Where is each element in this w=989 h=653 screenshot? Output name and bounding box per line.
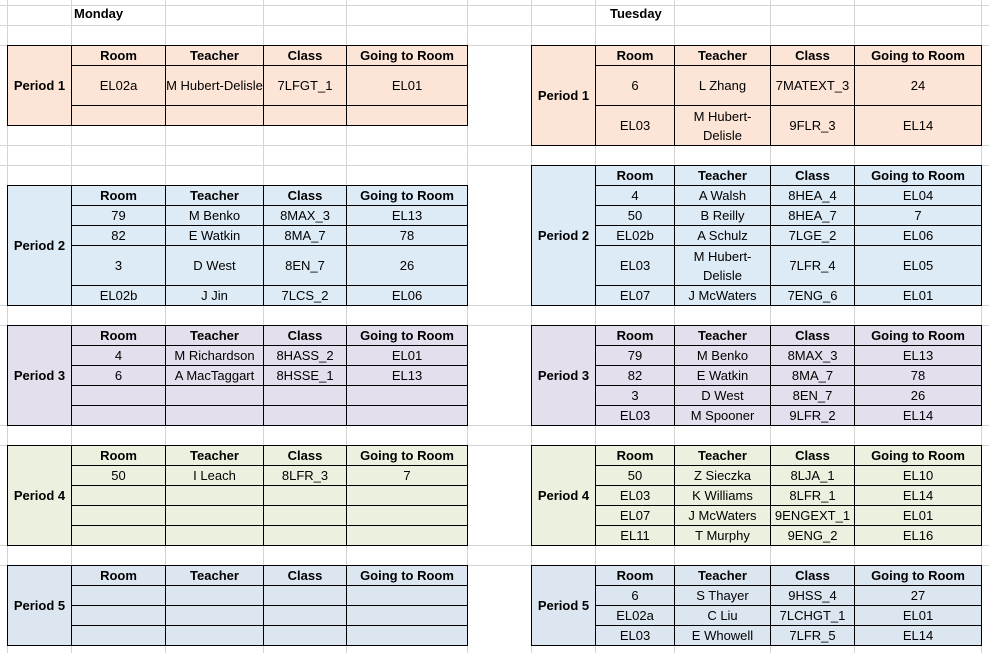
column-header-teacher[interactable]: Teacher (166, 186, 264, 206)
cell-teacher[interactable]: D West (166, 246, 264, 286)
cell-teacher[interactable] (166, 106, 264, 126)
cell-going-to-room[interactable]: EL13 (347, 366, 468, 386)
cell-going-to-room[interactable]: EL16 (855, 526, 982, 546)
cell-going-to-room[interactable] (347, 386, 468, 406)
cell-room[interactable]: 3 (596, 386, 675, 406)
cell-class[interactable]: 8HASS_2 (264, 346, 347, 366)
cell-teacher[interactable]: M Spooner (675, 406, 771, 426)
cell-class[interactable] (264, 486, 347, 506)
tuesday-period-5-table (531, 565, 982, 646)
cell-room[interactable]: 50 (72, 466, 166, 486)
cell-class[interactable]: 8MAX_3 (264, 206, 347, 226)
cell-teacher[interactable]: I Leach (166, 466, 264, 486)
cell-class[interactable]: 7LGE_2 (771, 226, 855, 246)
cell-class[interactable]: 7LFR_5 (771, 626, 855, 646)
cell-class[interactable] (264, 626, 347, 646)
cell-teacher[interactable]: A Walsh (675, 186, 771, 206)
cell-teacher[interactable] (166, 386, 264, 406)
cell-teacher[interactable]: J McWaters (675, 506, 771, 526)
cell-going-to-room[interactable]: 78 (855, 366, 982, 386)
column-header-going-to-room[interactable]: Going to Room (855, 166, 982, 186)
cell-class[interactable] (264, 526, 347, 546)
tuesday-period-1-table (531, 45, 982, 146)
cell-class[interactable] (264, 406, 347, 426)
cell-class[interactable]: 8LFR_3 (264, 466, 347, 486)
column-header-room[interactable]: Room (72, 566, 166, 586)
cell-teacher[interactable]: E Watkin (675, 366, 771, 386)
table-row (532, 626, 982, 646)
period-label[interactable]: Period 4 (532, 446, 596, 546)
cell-teacher[interactable]: E Whowell (675, 626, 771, 646)
cell-going-to-room[interactable] (347, 606, 468, 626)
column-header-teacher[interactable]: Teacher (675, 46, 771, 66)
cell-room[interactable] (72, 506, 166, 526)
cell-room[interactable]: 79 (596, 346, 675, 366)
cell-room[interactable]: EL07 (596, 286, 675, 306)
cell-going-to-room[interactable]: EL13 (855, 346, 982, 366)
cell-class[interactable] (264, 106, 347, 126)
cell-going-to-room[interactable]: EL01 (347, 346, 468, 366)
column-header-class[interactable]: Class (771, 446, 855, 466)
cell-going-to-room[interactable]: EL06 (347, 286, 468, 306)
cell-going-to-room[interactable]: 7 (347, 466, 468, 486)
table-row (8, 406, 468, 426)
period-label[interactable]: Period 2 (532, 166, 596, 306)
cell-room[interactable]: 82 (596, 366, 675, 386)
table-row (532, 286, 982, 306)
cell-room[interactable]: 4 (596, 186, 675, 206)
cell-class[interactable]: 8MA_7 (771, 366, 855, 386)
column-header-class[interactable]: Class (771, 326, 855, 346)
cell-room[interactable]: EL02a (596, 606, 675, 626)
cell-class[interactable]: 7LFGT_1 (264, 66, 347, 106)
cell-room[interactable]: 79 (72, 206, 166, 226)
table-row (8, 606, 468, 626)
cell-room[interactable]: 6 (72, 366, 166, 386)
cell-going-to-room[interactable]: 7 (855, 206, 982, 226)
cell-teacher[interactable]: A Schulz (675, 226, 771, 246)
cell-teacher[interactable]: A MacTaggart (166, 366, 264, 386)
cell-going-to-room[interactable]: EL04 (855, 186, 982, 206)
monday-period-4-table (7, 445, 468, 546)
cell-class[interactable] (264, 586, 347, 606)
cell-room[interactable] (72, 586, 166, 606)
cell-room[interactable] (72, 106, 166, 126)
column-header-class[interactable]: Class (264, 46, 347, 66)
cell-class[interactable]: 7LCHGT_1 (771, 606, 855, 626)
column-header-going-to-room[interactable]: Going to Room (347, 326, 468, 346)
cell-room[interactable]: EL03 (596, 626, 675, 646)
cell-room[interactable]: EL03 (596, 106, 675, 146)
column-header-going-to-room[interactable]: Going to Room (855, 46, 982, 66)
table-row (532, 486, 982, 506)
cell-room[interactable]: EL11 (596, 526, 675, 546)
period-label[interactable]: Period 3 (8, 326, 72, 426)
table-row (8, 466, 468, 486)
cell-room[interactable]: EL07 (596, 506, 675, 526)
cell-teacher[interactable] (166, 506, 264, 526)
cell-teacher[interactable] (166, 406, 264, 426)
cell-class[interactable]: 8HEA_7 (771, 206, 855, 226)
table-row (532, 526, 982, 546)
column-header-class[interactable]: Class (264, 566, 347, 586)
cell-teacher[interactable] (166, 606, 264, 626)
cell-teacher[interactable]: D West (675, 386, 771, 406)
cell-room[interactable] (72, 606, 166, 626)
table-row (532, 226, 982, 246)
cell-class[interactable]: 8HSSE_1 (264, 366, 347, 386)
cell-room[interactable]: EL03 (596, 246, 675, 286)
cell-going-to-room[interactable]: 27 (855, 586, 982, 606)
cell-teacher[interactable]: Z Sieczka (675, 466, 771, 486)
cell-teacher[interactable]: S Thayer (675, 586, 771, 606)
cell-class[interactable]: 7LCS_2 (264, 286, 347, 306)
column-header-class[interactable]: Class (771, 166, 855, 186)
cell-class[interactable] (264, 506, 347, 526)
cell-going-to-room[interactable]: EL01 (855, 506, 982, 526)
table-row (532, 106, 982, 146)
column-header-class[interactable]: Class (771, 566, 855, 586)
period-label[interactable]: Period 1 (532, 46, 596, 146)
cell-going-to-room[interactable]: 26 (347, 246, 468, 286)
cell-class[interactable]: 9HSS_4 (771, 586, 855, 606)
day-title-tuesday: Tuesday (610, 6, 662, 21)
table-row (532, 66, 982, 106)
cell-class[interactable]: 8HEA_4 (771, 186, 855, 206)
column-header-class[interactable]: Class (264, 186, 347, 206)
cell-teacher[interactable]: B Reilly (675, 206, 771, 226)
cell-class[interactable]: 8LFR_1 (771, 486, 855, 506)
cell-going-to-room[interactable] (347, 586, 468, 606)
cell-room[interactable] (72, 626, 166, 646)
monday-period-1-table (7, 45, 468, 126)
cell-going-to-room[interactable]: EL14 (855, 106, 982, 146)
cell-teacher[interactable] (166, 626, 264, 646)
table-row (8, 226, 468, 246)
cell-going-to-room[interactable] (347, 506, 468, 526)
tuesday-period-2-table (531, 165, 982, 306)
cell-class[interactable]: 8EN_7 (771, 386, 855, 406)
cell-class[interactable]: 7MATEXT_3 (771, 66, 855, 106)
period-label[interactable]: Period 5 (532, 566, 596, 646)
table-row (532, 606, 982, 626)
period-label[interactable]: Period 1 (8, 46, 72, 126)
cell-class[interactable]: 9ENGEXT_1 (771, 506, 855, 526)
cell-teacher[interactable]: M Benko (675, 346, 771, 366)
column-header-teacher[interactable]: Teacher (675, 566, 771, 586)
cell-room[interactable]: 50 (596, 466, 675, 486)
table-row (8, 526, 468, 546)
cell-teacher[interactable]: L Zhang (675, 66, 771, 106)
table-row (532, 366, 982, 386)
cell-room[interactable] (72, 526, 166, 546)
cell-room[interactable]: EL03 (596, 406, 675, 426)
table-row (532, 466, 982, 486)
period-label[interactable]: Period 4 (8, 446, 72, 546)
table-row (8, 66, 468, 106)
period-label[interactable]: Period 3 (532, 326, 596, 426)
cell-class[interactable]: 7LFR_4 (771, 246, 855, 286)
period-label[interactable]: Period 5 (8, 566, 72, 646)
column-header-going-to-room[interactable]: Going to Room (855, 566, 982, 586)
cell-room[interactable] (72, 406, 166, 426)
cell-class[interactable] (264, 606, 347, 626)
table-row (8, 206, 468, 226)
table-row (532, 406, 982, 426)
table-row (8, 486, 468, 506)
cell-going-to-room[interactable] (347, 486, 468, 506)
column-header-room[interactable]: Room (72, 46, 166, 66)
cell-teacher[interactable]: M Benko (166, 206, 264, 226)
cell-going-to-room[interactable] (347, 106, 468, 126)
cell-going-to-room[interactable]: EL14 (855, 406, 982, 426)
cell-going-to-room[interactable]: EL14 (855, 486, 982, 506)
table-row (532, 586, 982, 606)
column-header-going-to-room[interactable]: Going to Room (855, 446, 982, 466)
cell-teacher[interactable]: M Hubert-Delisle (675, 246, 771, 286)
table-row (8, 366, 468, 386)
cell-room[interactable]: 4 (72, 346, 166, 366)
cell-teacher[interactable]: M Hubert-Delisle (675, 106, 771, 146)
column-header-teacher[interactable]: Teacher (675, 166, 771, 186)
column-header-teacher[interactable]: Teacher (166, 46, 264, 66)
table-row (532, 386, 982, 406)
cell-room[interactable] (72, 486, 166, 506)
cell-class[interactable]: 7ENG_6 (771, 286, 855, 306)
monday-period-3-table (7, 325, 468, 426)
column-header-going-to-room[interactable]: Going to Room (347, 446, 468, 466)
day-title-monday: Monday (74, 6, 124, 21)
cell-class[interactable]: 9LFR_2 (771, 406, 855, 426)
column-header-teacher[interactable]: Teacher (675, 446, 771, 466)
table-row (8, 586, 468, 606)
cell-teacher[interactable]: K Williams (675, 486, 771, 506)
cell-class[interactable]: 8MA_7 (264, 226, 347, 246)
cell-going-to-room[interactable]: EL01 (855, 606, 982, 626)
cell-room[interactable]: 6 (596, 66, 675, 106)
cell-going-to-room[interactable]: 78 (347, 226, 468, 246)
cell-teacher[interactable]: M Richardson (166, 346, 264, 366)
cell-going-to-room[interactable]: EL14 (855, 626, 982, 646)
cell-teacher[interactable]: T Murphy (675, 526, 771, 546)
cell-going-to-room[interactable]: EL10 (855, 466, 982, 486)
cell-going-to-room[interactable]: EL01 (855, 286, 982, 306)
cell-going-to-room[interactable]: EL13 (347, 206, 468, 226)
cell-going-to-room[interactable]: 24 (855, 66, 982, 106)
column-header-going-to-room[interactable]: Going to Room (347, 186, 468, 206)
cell-going-to-room[interactable] (347, 626, 468, 646)
cell-going-to-room[interactable]: EL01 (347, 66, 468, 106)
cell-teacher[interactable]: E Watkin (166, 226, 264, 246)
column-header-class[interactable]: Class (264, 446, 347, 466)
cell-room[interactable]: EL02b (72, 286, 166, 306)
table-row (8, 286, 468, 306)
cell-going-to-room[interactable] (347, 526, 468, 546)
column-header-room[interactable]: Room (596, 446, 675, 466)
table-row (532, 246, 982, 286)
cell-going-to-room[interactable]: EL06 (855, 226, 982, 246)
cell-class[interactable] (264, 386, 347, 406)
cell-teacher[interactable]: J Jin (166, 286, 264, 306)
column-header-teacher[interactable]: Teacher (675, 326, 771, 346)
column-header-room[interactable]: Room (596, 166, 675, 186)
column-header-teacher[interactable]: Teacher (166, 566, 264, 586)
cell-teacher[interactable] (166, 486, 264, 506)
table-row (8, 386, 468, 406)
cell-room[interactable]: 82 (72, 226, 166, 246)
column-header-going-to-room[interactable]: Going to Room (347, 566, 468, 586)
column-header-class[interactable]: Class (771, 46, 855, 66)
cell-room[interactable] (72, 386, 166, 406)
column-header-class[interactable]: Class (264, 326, 347, 346)
column-header-teacher[interactable]: Teacher (166, 326, 264, 346)
column-header-going-to-room[interactable]: Going to Room (347, 46, 468, 66)
table-row (8, 246, 468, 286)
cell-teacher[interactable]: M Hubert-Delisle (166, 66, 264, 106)
column-header-room[interactable]: Room (596, 46, 675, 66)
column-header-going-to-room[interactable]: Going to Room (855, 326, 982, 346)
cell-class[interactable]: 8MAX_3 (771, 346, 855, 366)
table-row (532, 206, 982, 226)
table-row (8, 626, 468, 646)
cell-room[interactable]: EL02b (596, 226, 675, 246)
cell-going-to-room[interactable]: EL05 (855, 246, 982, 286)
table-row (532, 186, 982, 206)
table-row (8, 106, 468, 126)
table-row (8, 346, 468, 366)
column-header-room[interactable]: Room (72, 446, 166, 466)
table-row (532, 506, 982, 526)
column-header-room[interactable]: Room (596, 326, 675, 346)
cell-going-to-room[interactable]: 26 (855, 386, 982, 406)
cell-class[interactable]: 8EN_7 (264, 246, 347, 286)
tuesday-period-4-table (531, 445, 982, 546)
column-header-teacher[interactable]: Teacher (166, 446, 264, 466)
period-label[interactable]: Period 2 (8, 186, 72, 306)
cell-teacher[interactable] (166, 586, 264, 606)
monday-period-5-table (7, 565, 468, 646)
cell-room[interactable]: EL02a (72, 66, 166, 106)
column-header-room[interactable]: Room (72, 186, 166, 206)
column-header-room[interactable]: Room (596, 566, 675, 586)
cell-going-to-room[interactable] (347, 406, 468, 426)
cell-teacher[interactable]: J McWaters (675, 286, 771, 306)
table-row (8, 506, 468, 526)
cell-class[interactable]: 8LJA_1 (771, 466, 855, 486)
monday-period-2-table (7, 185, 468, 306)
table-row (532, 346, 982, 366)
cell-class[interactable]: 9ENG_2 (771, 526, 855, 546)
cell-class[interactable]: 9FLR_3 (771, 106, 855, 146)
cell-room[interactable]: 6 (596, 586, 675, 606)
cell-room[interactable]: 3 (72, 246, 166, 286)
cell-room[interactable]: 50 (596, 206, 675, 226)
tuesday-period-3-table (531, 325, 982, 426)
cell-teacher[interactable]: C Liu (675, 606, 771, 626)
cell-room[interactable]: EL03 (596, 486, 675, 506)
column-header-room[interactable]: Room (72, 326, 166, 346)
cell-teacher[interactable] (166, 526, 264, 546)
